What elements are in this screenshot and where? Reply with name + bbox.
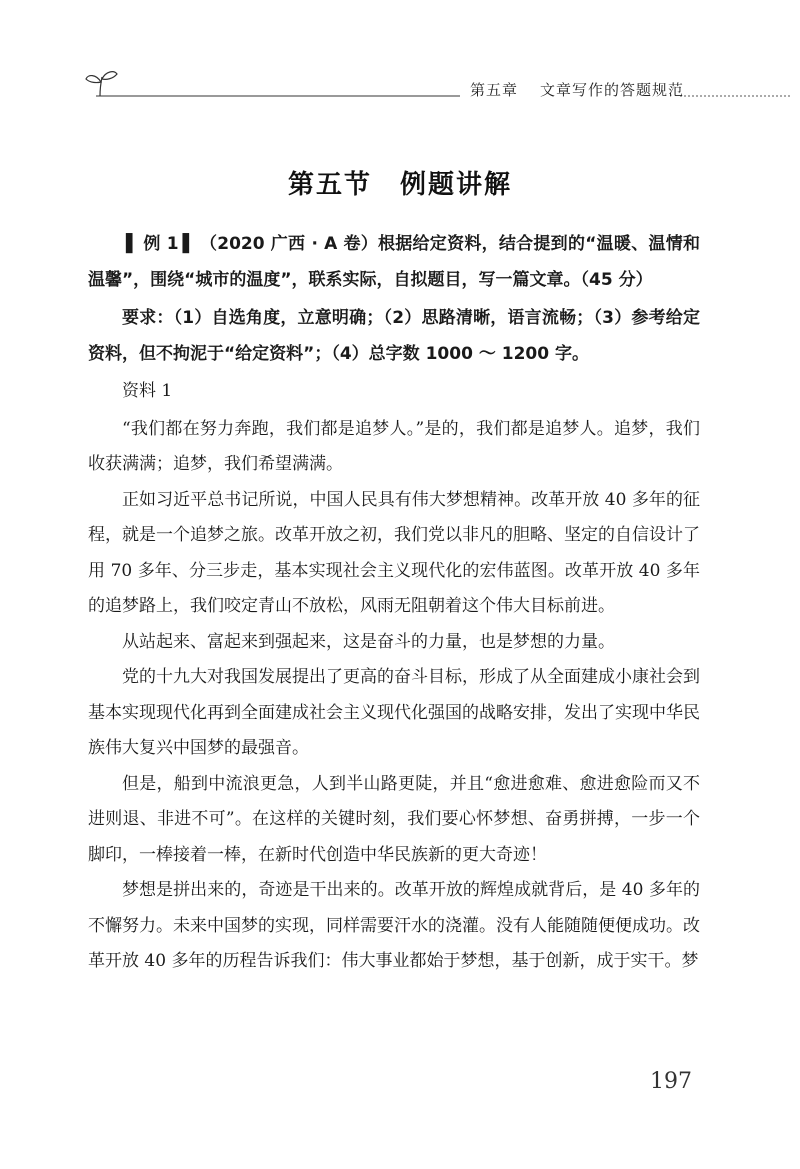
example-prompt <box>88 226 700 298</box>
material-paragraph: 梦想是拼出来的，奇迹是干出来的。改革开放的辉煌成就背后，是 40 多年的不懈努力。未来中国梦的实现，同样需要汗水的浇灌。没有人能随随便便成功。改革开放 40 多年的历程告诉我们：伟大事业都始于梦想，基于创新，成于实干。梦 <box>88 880 700 971</box>
section-name: 例题讲解 <box>400 170 513 200</box>
sprout-icon <box>86 72 117 96</box>
header-chapter-title: 文章写作的答题规范 <box>540 81 685 99</box>
example-label: 例 1 <box>143 234 179 254</box>
material-paragraph: 从站起来、富起来到强起来，这是奋斗的力量，也是梦想的力量。 <box>122 631 615 652</box>
example-prompt-text: （2020 广西 · A 卷）根据给定资料，结合提到的“温暖、温情和温馨”，围绕“城市的温度”，联系实际，自拟题目，写一篇文章。（45 分） <box>88 234 701 290</box>
header-title <box>470 79 684 100</box>
main-content <box>88 226 700 980</box>
material-paragraph: “我们都在努力奔跑，我们都是追梦人。”是的，我们都是追梦人。追梦，我们收获满满；追梦，我们希望满满。 <box>88 418 700 474</box>
example-requirements: 要求：（1）自选角度，立意明确；（2）思路清晰，语言流畅；（3）参考给定资料，但不拘泥于“给定资料”；（4）总字数 1000 ～ 1200 字。 <box>88 308 700 364</box>
section-number: 第五节 <box>287 170 372 200</box>
material-paragraph: 党的十九大对我国发展提出了更高的奋斗目标，形成了从全面建成小康社会到基本实现现代化再到全面建成社会主义现代化强国的战略安排，发出了实现中华民族伟大复兴中国梦的最强音。 <box>88 667 700 758</box>
page-number: 197 <box>650 1069 692 1094</box>
example-bracket-close: ▌ <box>182 234 196 254</box>
section-title <box>0 164 800 201</box>
example-bracket-open: ▌ <box>126 234 140 254</box>
material-paragraph: 正如习近平总书记所说，中国人民具有伟大梦想精神。改革开放 40 多年的征程，就是一个追梦之旅。改革开放之初，我们党以非凡的胆略、坚定的自信设计了用 70 多年、分三步走，基本实现社会主义现代化的宏伟蓝图。改革开放 40 多年的追梦路上，我们咬定青山不放松，风雨无阻朝着这个伟大目标前进。 <box>88 489 700 616</box>
running-header <box>0 60 800 110</box>
material-label: 资料 1 <box>122 381 173 401</box>
header-chapter: 第五章 <box>470 81 519 99</box>
material-paragraph: 但是，船到中流浪更急，人到半山路更陡，并且“愈进愈难、愈进愈险而又不进则退、非进不可”。在这样的关键时刻，我们要心怀梦想、奋勇拼搏，一步一个脚印，一棒接着一棒，在新时代创造中华民族新的更大奇迹！ <box>88 773 700 865</box>
